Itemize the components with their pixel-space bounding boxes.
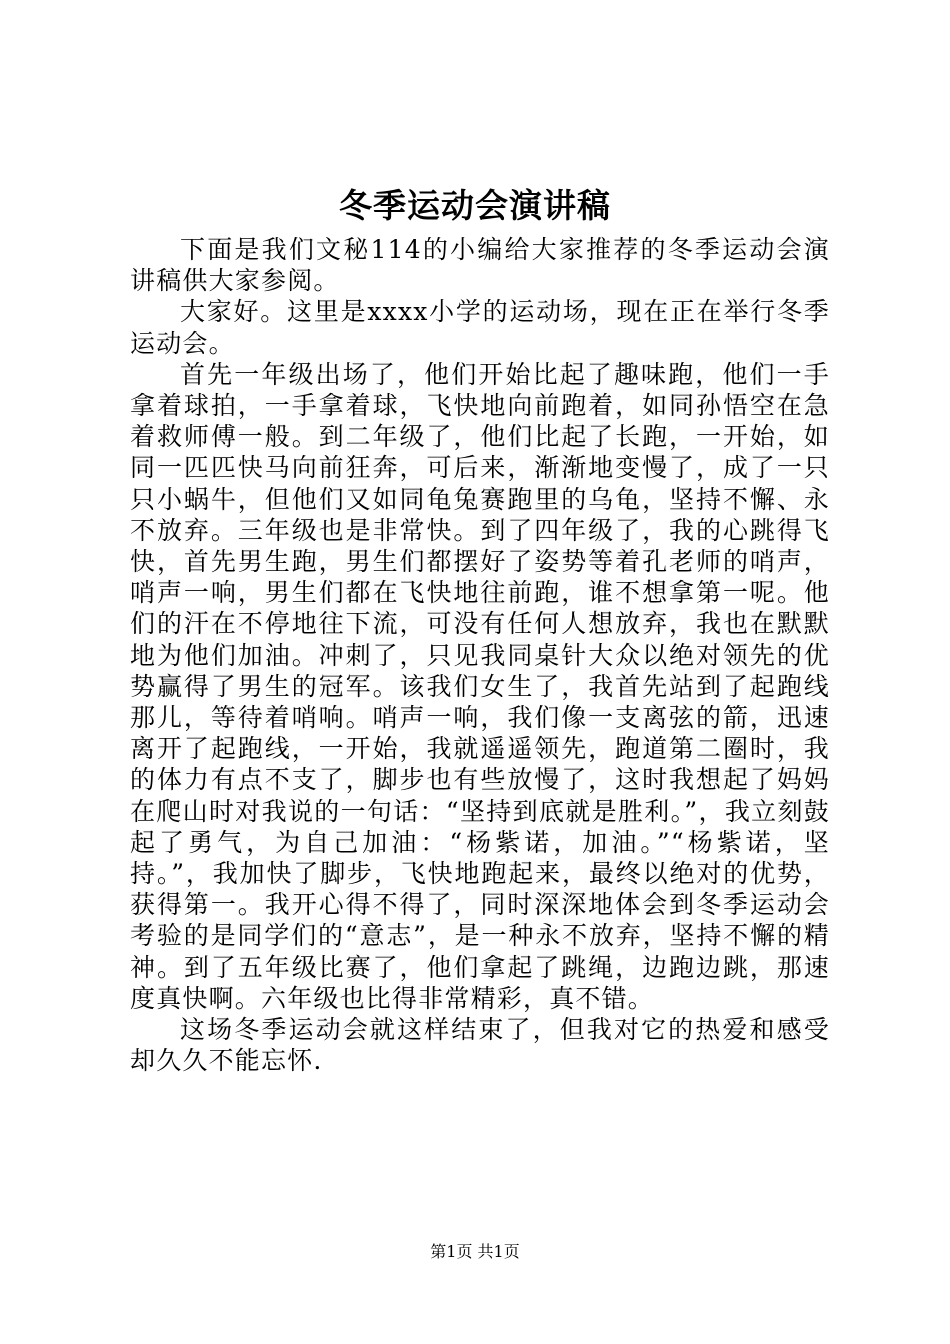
paragraph-conclusion: 这场冬季运动会就这样结束了，但我对它的热爱和感受却久久不能忘怀. [130, 1015, 830, 1076]
paragraph-intro: 下面是我们文秘114的小编给大家推荐的冬季运动会演讲稿供大家参阅。 [130, 235, 830, 296]
paragraph-main: 首先一年级出场了，他们开始比起了趣味跑，他们一手拿着球拍，一手拿着球，飞快地向前跑着，如同孙悟空在急着救师傅一般。到二年级了，他们比起了长跑，一开始，如同一匹匹快马向前狂奔，可后来，渐渐地变慢了，成了一只只小蜗牛，但他们又如同龟兔赛跑里的乌龟，坚持不懈、永不放弃。三年级也是非常快。到了四年级了，我的心跳得飞快，首先男生跑，男生们都摆好了姿势等着孔老师的哨声，哨声一响，男生们都在飞快地往前跑，谁不想拿第一呢。他们的汗在不停地往下流，可没有任何人想放弃，我也在默默地为他们加油。冲刺了，只见我同桌针大众以绝对领先的优势赢得了男生的冠军。该我们女生了，我首先站到了起跑线那儿，等待着哨响。哨声一响，我们像一支离弦的箭，迅速离开了起跑线，一开始，我就遥遥领先，跑道第二圈时，我的体力有点不支了，脚步也有些放慢了，这时我想起了妈妈在爬山时对我说的一句话：“坚持到底就是胜利。”，我立刻鼓起了勇气，为自己加油：“杨紫诺，加油。”“杨紫诺，坚持。”，我加快了脚步，飞快地跑起来，最终以绝对的优势，获得第一。我开心得不得了，同时深深地体会到冬季运动会考验的是同学们的“意志”，是一种永不放弃，坚持不懈的精神。到了五年级比赛了，他们拿起了跳绳，边跑边跳，那速度真快啊。六年级也比得非常精彩，真不错。 [130, 359, 830, 1013]
document-title: 冬季运动会演讲稿 [339, 186, 611, 225]
paragraph-greeting: 大家好。这里是xxxx小学的运动场，现在正在举行冬季运动会。 [130, 297, 830, 358]
page-footer: 第1页 共1页 [430, 1242, 520, 1261]
document-body [130, 234, 830, 1076]
